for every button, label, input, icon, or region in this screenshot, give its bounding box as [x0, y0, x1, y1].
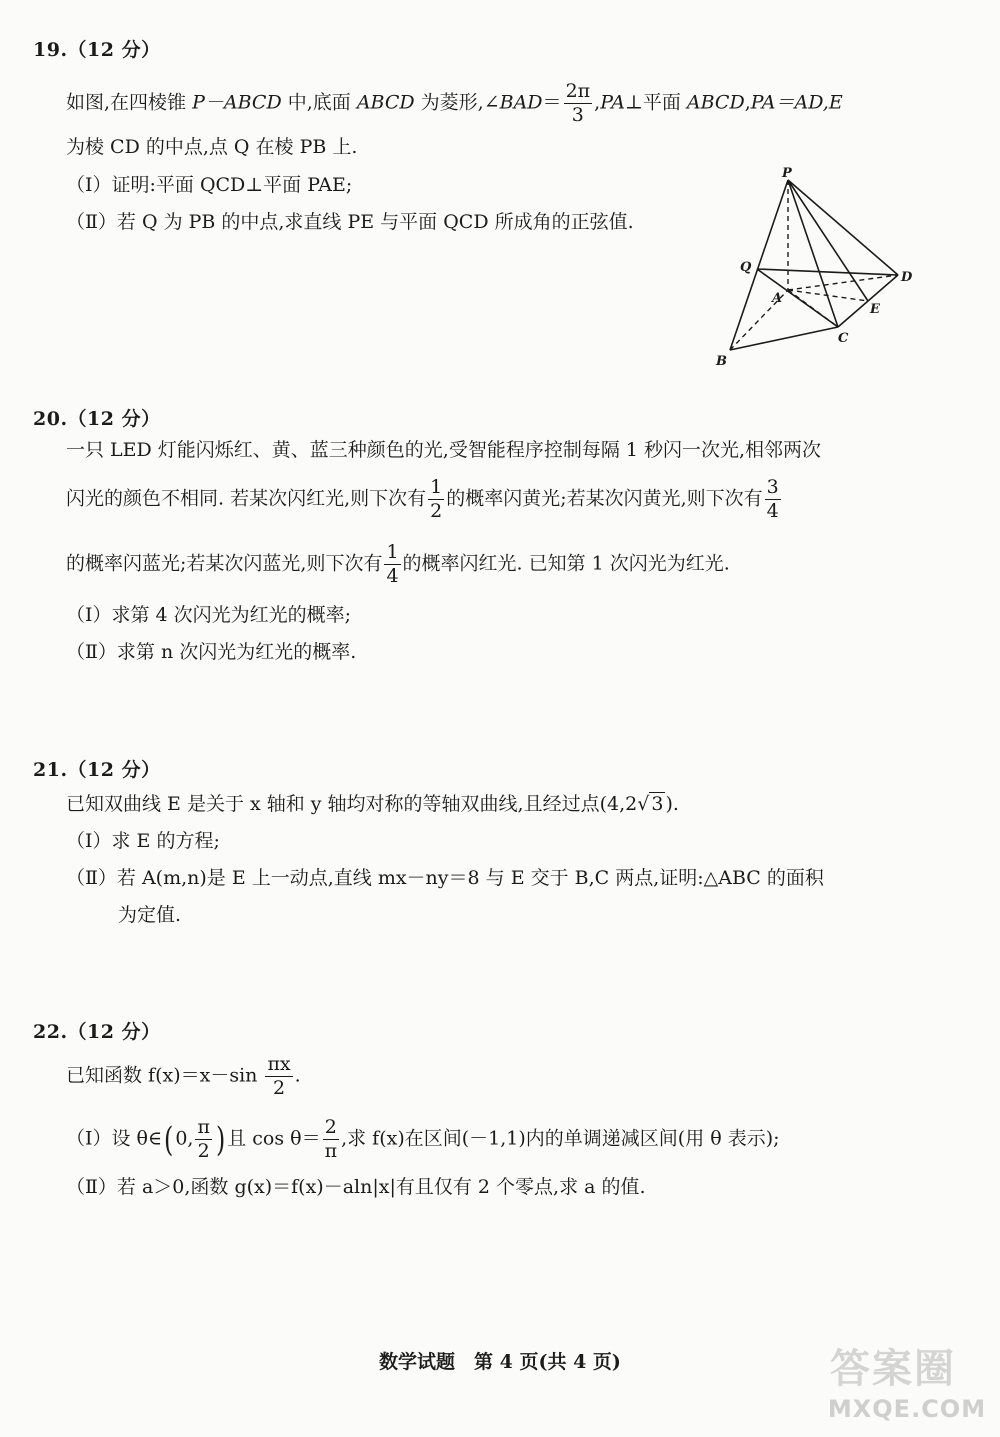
frac-numerator: πx — [267, 1053, 291, 1075]
question-21-part-2: （Ⅱ）若 A(m,n)是 E 上一动点,直线 mx－ny＝8 与 E 交于 B,C 两点,证明:△ABC 的面积 — [66, 867, 824, 889]
question-19-heading: 19.（12 分） — [33, 39, 161, 61]
fraction-1-over-4 — [384, 543, 400, 586]
q22-text-p1b: 且 cos θ＝ — [227, 1127, 321, 1150]
frac-numerator: 3 — [766, 476, 779, 498]
fraction-2-over-pi — [323, 1118, 340, 1161]
fraction-pix-over-2 — [265, 1055, 292, 1098]
q22-text-p1a: （Ⅰ）设 θ∈ — [66, 1127, 163, 1150]
question-21-part-1: （Ⅰ）求 E 的方程; — [66, 830, 220, 852]
watermark-site: MXQE.COM — [827, 1395, 987, 1423]
question-22-part-1 — [66, 1118, 780, 1161]
radical-3: 3 — [651, 793, 664, 815]
q22-text-1a: 已知函数 f(x)＝x－sin — [66, 1064, 264, 1087]
q19-text-1c: 为菱形,∠ — [414, 91, 500, 114]
page-footer: 数学试题 第 4 页(共 4 页) — [379, 1351, 621, 1373]
q22-text-1b: . — [294, 1064, 301, 1087]
q21-text-1b: ). — [665, 793, 679, 815]
question-20-line-1: 一只 LED 灯能闪烁红、黄、蓝三种颜色的光,受智能程序控制每隔 1 秒闪一次光,相邻两次 — [66, 439, 822, 461]
q19-text-1a: 如图,在四棱锥 — [66, 91, 193, 114]
q19-var-5: ABCD — [686, 91, 745, 114]
fraction-pi-over-2 — [195, 1118, 212, 1161]
question-19-line-1 — [66, 82, 843, 125]
q19-var-4: PA — [600, 91, 625, 114]
q20-text-3b: 的概率闪红光. 已知第 1 次闪光为红光. — [402, 552, 730, 575]
fraction-1-over-2 — [428, 478, 444, 521]
fraction-2pi-over-3 — [564, 82, 593, 125]
q19-text-1g: , — [744, 91, 751, 114]
frac-numerator: 2 — [323, 1118, 340, 1140]
label-P: P — [782, 166, 792, 181]
question-22-part-2: （Ⅱ）若 a＞0,函数 g(x)＝f(x)－aln|x|有且仅有 2 个零点,求 a 的值. — [66, 1176, 646, 1198]
question-21-line-1: 已知双曲线 E 是关于 x 轴和 y 轴均对称的等轴双曲线,且经过点(4,2√ 3 ). — [66, 793, 679, 815]
label-Q: Q — [740, 260, 752, 275]
q19-var-3: BAD — [499, 91, 543, 114]
label-E: E — [870, 302, 880, 317]
q19-text-1f: ⊥平面 — [624, 91, 687, 114]
label-C: C — [838, 331, 849, 346]
frac-numerator: 1 — [430, 476, 443, 498]
q19-text-1e: , — [594, 91, 601, 114]
frac-denominator: 4 — [766, 500, 779, 522]
question-22-line-1 — [66, 1055, 301, 1098]
label-A: A — [772, 291, 783, 306]
q19-var-2: ABCD — [356, 91, 415, 114]
frac-numerator: 1 — [386, 541, 399, 563]
right-paren: ) — [215, 1119, 226, 1160]
frac-denominator: 2 — [430, 500, 443, 522]
q20-text-3a: 的概率闪蓝光;若某次闪蓝光,则下次有 — [66, 552, 383, 575]
frac-denominator: π — [324, 1140, 338, 1162]
question-22-heading: 22.（12 分） — [33, 1021, 161, 1043]
pyramid-figure — [700, 165, 930, 375]
q19-var-6: PA＝AD,E — [750, 91, 843, 114]
q21-text-1a: 已知双曲线 E 是关于 x 轴和 y 轴均对称的等轴双曲线,且经过点(4,2 — [66, 793, 638, 815]
q20-text-2b: 的概率闪黄光;若某次闪黄光,则下次有 — [446, 487, 763, 510]
question-19-line-2: 为棱 CD 的中点,点 Q 在棱 PB 上. — [66, 136, 358, 158]
question-20-part-2: （Ⅱ）求第 n 次闪光为红光的概率. — [66, 641, 357, 663]
question-20-line-2 — [66, 478, 783, 521]
label-B: B — [716, 354, 727, 369]
frac-numerator: 2π — [565, 80, 591, 102]
q19-text-1b: 中,底面 — [281, 91, 357, 114]
frac-denominator: 4 — [386, 565, 399, 587]
question-19-part-1: （Ⅰ）证明:平面 QCD⊥平面 PAE; — [66, 174, 353, 196]
frac-denominator: 3 — [571, 104, 584, 126]
fraction-3-over-4 — [765, 478, 781, 521]
question-20-line-3 — [66, 543, 730, 586]
question-21-part-2-continued: 为定值. — [118, 904, 182, 926]
question-20-part-1: （Ⅰ）求第 4 次闪光为红光的概率; — [66, 604, 352, 626]
left-paren: ( — [164, 1119, 174, 1160]
label-D: D — [901, 270, 913, 285]
question-19-part-2: （Ⅱ）若 Q 为 PB 的中点,求直线 PE 与平面 QCD 所成角的正弦值. — [66, 211, 634, 233]
q19-text-1d: ＝ — [542, 91, 562, 114]
question-21-heading: 21.（12 分） — [33, 759, 161, 781]
question-20-heading: 20.（12 分） — [33, 408, 161, 430]
q22-interval-start: 0, — [175, 1127, 194, 1150]
frac-denominator: 2 — [272, 1077, 286, 1099]
frac-denominator: 2 — [197, 1140, 210, 1162]
q20-text-2a: 闪光的颜色不相同. 若某次闪红光,则下次有 — [66, 487, 427, 510]
watermark-logo: 答案圈 — [830, 1346, 956, 1392]
q19-var-1: P－ABCD — [192, 91, 282, 114]
q22-text-p1c: ,求 f(x)在区间(－1,1)内的单调递减区间(用 θ 表示); — [341, 1127, 780, 1150]
frac-numerator: π — [197, 1116, 210, 1138]
